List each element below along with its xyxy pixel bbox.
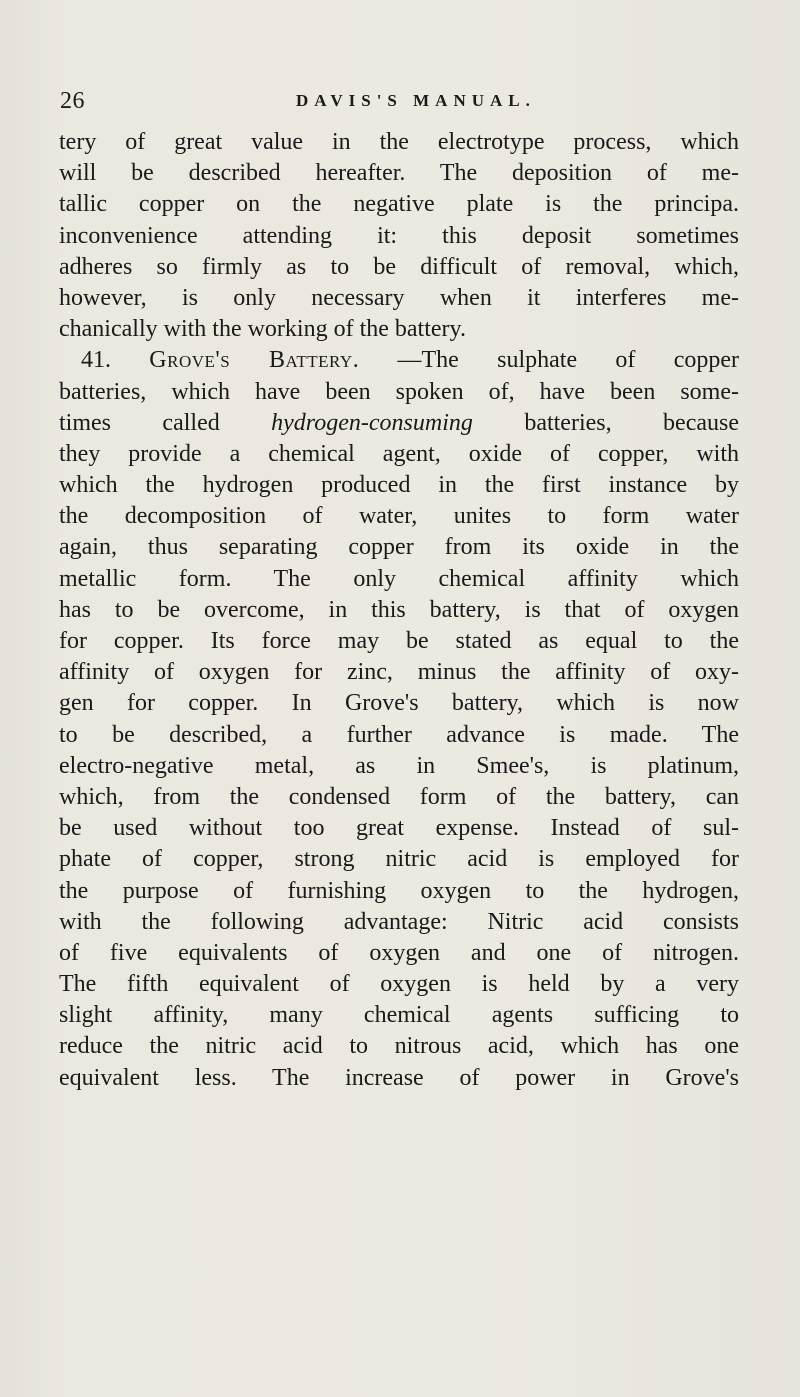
text-line: phate of copper, strong nitric acid is employed for [59,846,739,873]
text-line: again, thus separating copper from its oxide in the [59,534,739,561]
text-line: electro-negative metal, as in Smee's, is platinum, [59,752,739,779]
text-line: The fifth equivalent of oxygen is held by a very [59,971,739,998]
text-line: they provide a chemical agent, oxide of copper, with [59,440,739,467]
text-line: has to be overcome, in this battery, is that of oxygen [59,596,739,623]
text-line: with the following advantage: Nitric acid consists [59,908,739,935]
text-line-with-italic [59,408,739,439]
text-line: the purpose of furnishing oxygen to the hydrogen, [59,877,739,904]
text-line: reduce the nitric acid to nitrous acid, which has one [59,1033,739,1060]
text-line: to be described, a further advance is made. The [59,721,739,748]
text-line: tery of great value in the electrotype process, which [59,129,739,155]
text-line: adheres so firmly as to be difficult of removal, which, [59,253,739,280]
text-line: slight affinity, many chemical agents sufficing to [59,1002,739,1029]
text-line: however, is only necessary when it interferes me- [59,284,739,311]
text-line: which, from the condensed form of the battery, can [59,783,739,810]
section-lead: —The sulphate of copper [397,347,739,374]
text-line: which the hydrogen produced in the first instance by [59,472,739,499]
text-line: tallic copper on the negative plate is the principa. [59,191,739,218]
text-line: chanically with the working of the battery. [59,316,466,343]
text-line: be used without too great expense. Instead of sul- [59,815,739,842]
text-line: for copper. Its force may be stated as equal to the [59,628,739,654]
text-line: affinity of oxygen for zinc, minus the affinity of oxy- [59,659,739,686]
text-line: the decomposition of water, unites to form water [59,503,739,530]
text-line: of five equivalents of oxygen and one of nitrogen. [59,939,739,966]
section-number: 41. [81,347,111,374]
text-line: will be described hereafter. The deposition of me- [59,160,739,187]
running-head [60,88,760,118]
text-line: batteries, which have been spoken of, have been some- [59,378,739,405]
page-number: 26 [60,88,85,114]
section-heading: Grove's Battery. [149,347,360,374]
body-text [59,127,739,1094]
text-line: gen for copper. In Grove's battery, which is now [59,690,739,717]
section-heading-line [59,345,739,376]
text-line: metallic form. The only chemical affinity which [59,565,739,592]
text-line: inconvenience attending it: this deposit sometimes [59,222,739,249]
text-line: equivalent less. The increase of power in Grove's [59,1064,739,1091]
italic-term: hydrogen-consuming [271,409,473,436]
running-title: DAVIS'S MANUAL. [296,91,536,110]
text-fragment: times called [59,409,272,436]
text-fragment: batteries, because [472,409,739,436]
